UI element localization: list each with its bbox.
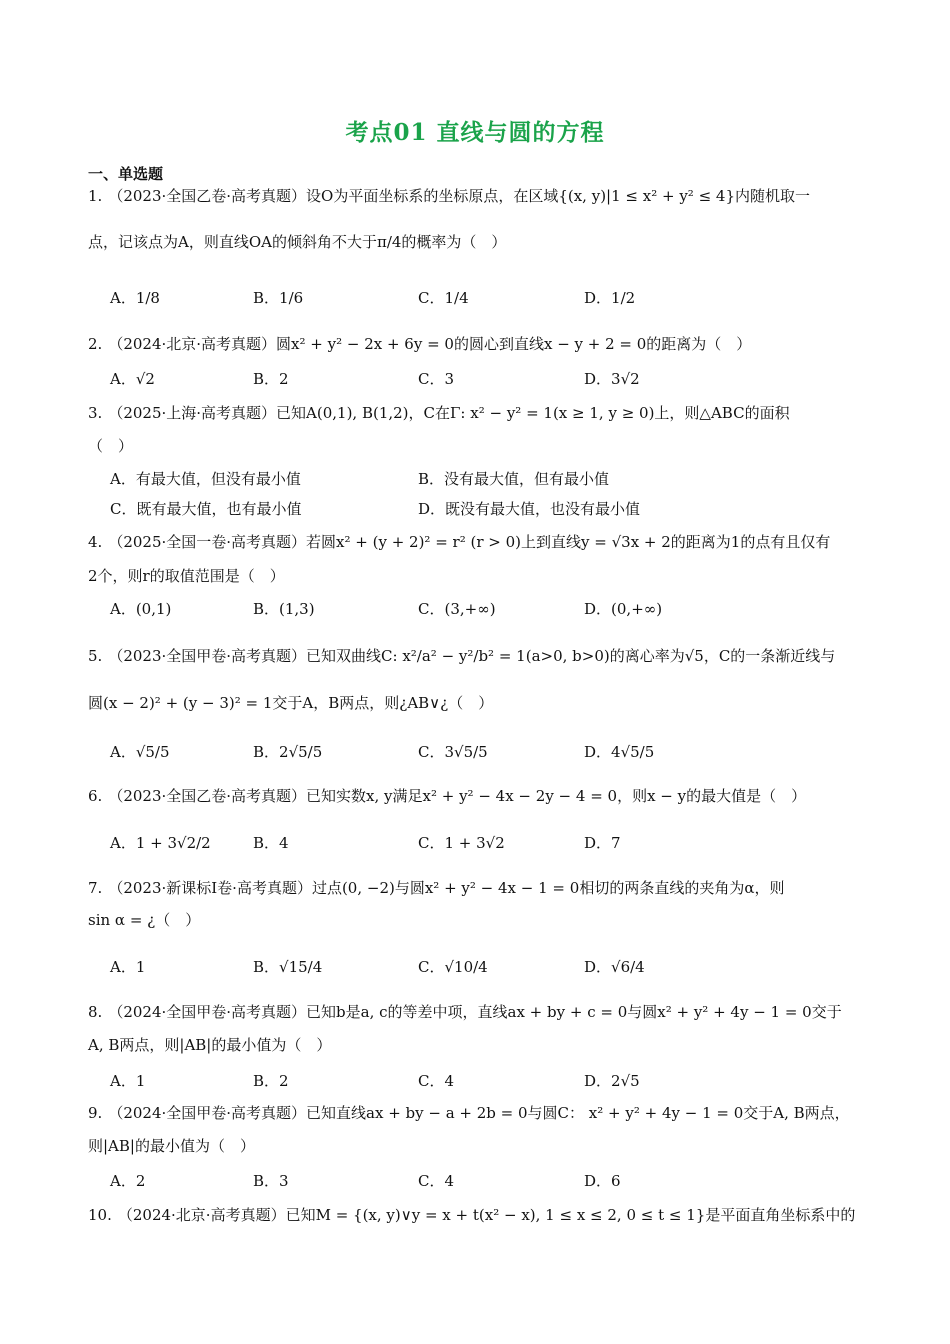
question-6-options xyxy=(110,832,870,872)
question-number: 1. xyxy=(88,187,103,205)
question-2-options xyxy=(110,368,870,408)
question-text: （2024·北京·高考真题）已知M = {(x, y)∨y = x + t(x² − x), 1 ≤ x ≤ 2, 0 ≤ t ≤ 1}是平面直角坐标系中的 xyxy=(117,1206,856,1224)
option-b[interactable]: B．√15/4 xyxy=(253,958,323,976)
section-heading: 一、单选题 xyxy=(88,165,164,183)
question-5-options xyxy=(110,741,870,781)
question-number: 7. xyxy=(88,879,103,897)
option-d[interactable]: D．7 xyxy=(584,834,621,852)
question-5-line-2: 圆(x − 2)² + (y − 3)² = 1交于A，B两点，则¿AB∨¿（ ） xyxy=(88,694,494,712)
option-a[interactable]: A．√5/5 xyxy=(110,743,170,761)
question-text: （2024·全国甲卷·高考真题）已知b是a, c的等差中项，直线ax + by + c = 0与圆x² + y² + 4y − 1 = 0交于 xyxy=(108,1003,842,1021)
option-b[interactable]: B．2 xyxy=(253,370,289,388)
option-c[interactable]: C．4 xyxy=(418,1172,455,1190)
question-number: 9. xyxy=(88,1104,103,1122)
question-number: 10. xyxy=(88,1206,112,1224)
option-a[interactable]: A．(0,1) xyxy=(110,600,172,618)
question-9-line-1 xyxy=(88,1103,858,1123)
question-9-line-2: 则|AB|的最小值为（ ） xyxy=(88,1137,255,1155)
question-text: （2023·新课标Ⅰ卷·高考真题）过点(0, −2)与圆x² + y² − 4x − 1 = 0相切的两条直线的夹角为α，则 xyxy=(108,879,785,897)
question-text: （2024·全国甲卷·高考真题）已知直线ax + by − a + 2b = 0与圆C： x² + y² + 4y − 1 = 0交于A, B两点， xyxy=(108,1104,850,1122)
option-d[interactable]: D．(0,+∞) xyxy=(584,600,663,618)
option-d[interactable]: D．√6/4 xyxy=(584,958,645,976)
question-1-line-1 xyxy=(88,186,858,206)
question-number: 6. xyxy=(88,787,103,805)
option-d[interactable]: D．既没有最大值，也没有最小值 xyxy=(418,500,641,518)
question-7-options xyxy=(110,956,870,996)
question-text: （2024·北京·高考真题）圆x² + y² − 2x + 6y = 0的圆心到直线x − y + 2 = 0的距离为（ ） xyxy=(108,335,752,353)
option-c[interactable]: C．4 xyxy=(418,1072,455,1090)
question-number: 5. xyxy=(88,647,103,665)
option-a[interactable]: A．1/8 xyxy=(110,289,160,307)
question-5-line-1 xyxy=(88,646,858,666)
option-a[interactable]: A．√2 xyxy=(110,370,155,388)
question-number: 8. xyxy=(88,1003,103,1021)
option-a[interactable]: A．1 xyxy=(110,958,146,976)
question-3-line-2: （ ） xyxy=(88,437,134,455)
question-7-line-2: sin α = ¿（ ） xyxy=(88,911,201,929)
question-10-line-1 xyxy=(88,1205,858,1225)
option-d[interactable]: D．4√5/5 xyxy=(584,743,655,761)
question-text: （2023·全国乙卷·高考真题）设O为平面坐标系的坐标原点，在区域{(x, y)|1 ≤ x² + y² ≤ 4}内随机取一 xyxy=(108,187,810,205)
question-9-options xyxy=(110,1170,870,1210)
question-text: （2023·全国乙卷·高考真题）已知实数x, y满足x² + y² − 4x − 2y − 4 = 0，则x − y的最大值是（ ） xyxy=(108,787,807,805)
question-text: （2025·上海·高考真题）已知A(0,1), B(1,2)，C在Γ: x² − y² = 1(x ≥ 1, y ≥ 0)上，则△ABC的面积 xyxy=(108,404,790,422)
option-d[interactable]: D．1/2 xyxy=(584,289,636,307)
question-8-line-2: A, B两点，则|AB|的最小值为（ ） xyxy=(88,1036,332,1054)
question-7-line-1 xyxy=(88,878,858,898)
option-b[interactable]: B．1/6 xyxy=(253,289,304,307)
question-text: （2023·全国甲卷·高考真题）已知双曲线C: x²/a² − y²/b² = 1(a>0, b>0)的离心率为√5，C的一条渐近线与 xyxy=(108,647,836,665)
option-d[interactable]: D．6 xyxy=(584,1172,621,1190)
question-3-line-1 xyxy=(88,403,858,423)
option-c[interactable]: C．√10/4 xyxy=(418,958,488,976)
question-4-line-1 xyxy=(88,532,858,552)
option-b[interactable]: B．没有最大值，但有最小值 xyxy=(418,470,610,488)
option-a[interactable]: A．1 + 3√2/2 xyxy=(110,834,211,852)
option-d[interactable]: D．3√2 xyxy=(584,370,640,388)
option-b[interactable]: B．4 xyxy=(253,834,289,852)
option-c[interactable]: C．3√5/5 xyxy=(418,743,488,761)
question-1-options xyxy=(110,287,870,327)
question-6-line-1 xyxy=(88,786,858,806)
option-c[interactable]: C．1/4 xyxy=(418,289,469,307)
option-a[interactable]: A．有最大值，但没有最小值 xyxy=(110,470,301,488)
option-b[interactable]: B．(1,3) xyxy=(253,600,315,618)
question-8-line-1 xyxy=(88,1002,858,1022)
option-a[interactable]: A．1 xyxy=(110,1072,146,1090)
question-4-options xyxy=(110,598,870,638)
question-number: 4. xyxy=(88,533,103,551)
option-c[interactable]: C．1 + 3√2 xyxy=(418,834,505,852)
question-2-line-1 xyxy=(88,334,858,354)
option-c[interactable]: C．既有最大值，也有最小值 xyxy=(110,500,302,518)
question-text: （2025·全国一卷·高考真题）若圆x² + (y + 2)² = r² (r > 0)上到直线y = √3x + 2的距离为1的点有且仅有 xyxy=(108,533,831,551)
option-d[interactable]: D．2√5 xyxy=(584,1072,640,1090)
option-c[interactable]: C．(3,+∞) xyxy=(418,600,496,618)
option-c[interactable]: C．3 xyxy=(418,370,455,388)
question-4-line-2: 2个，则r的取值范围是（ ） xyxy=(88,567,285,585)
question-1-line-2: 点，记该点为A，则直线OA的倾斜角不大于π/4的概率为（ ） xyxy=(88,233,507,251)
option-b[interactable]: B．2 xyxy=(253,1072,289,1090)
page-title: 考点01 直线与圆的方程 xyxy=(345,119,605,146)
option-b[interactable]: B．3 xyxy=(253,1172,289,1190)
question-number: 2. xyxy=(88,335,103,353)
option-b[interactable]: B．2√5/5 xyxy=(253,743,323,761)
option-a[interactable]: A．2 xyxy=(110,1172,146,1190)
question-number: 3. xyxy=(88,404,103,422)
